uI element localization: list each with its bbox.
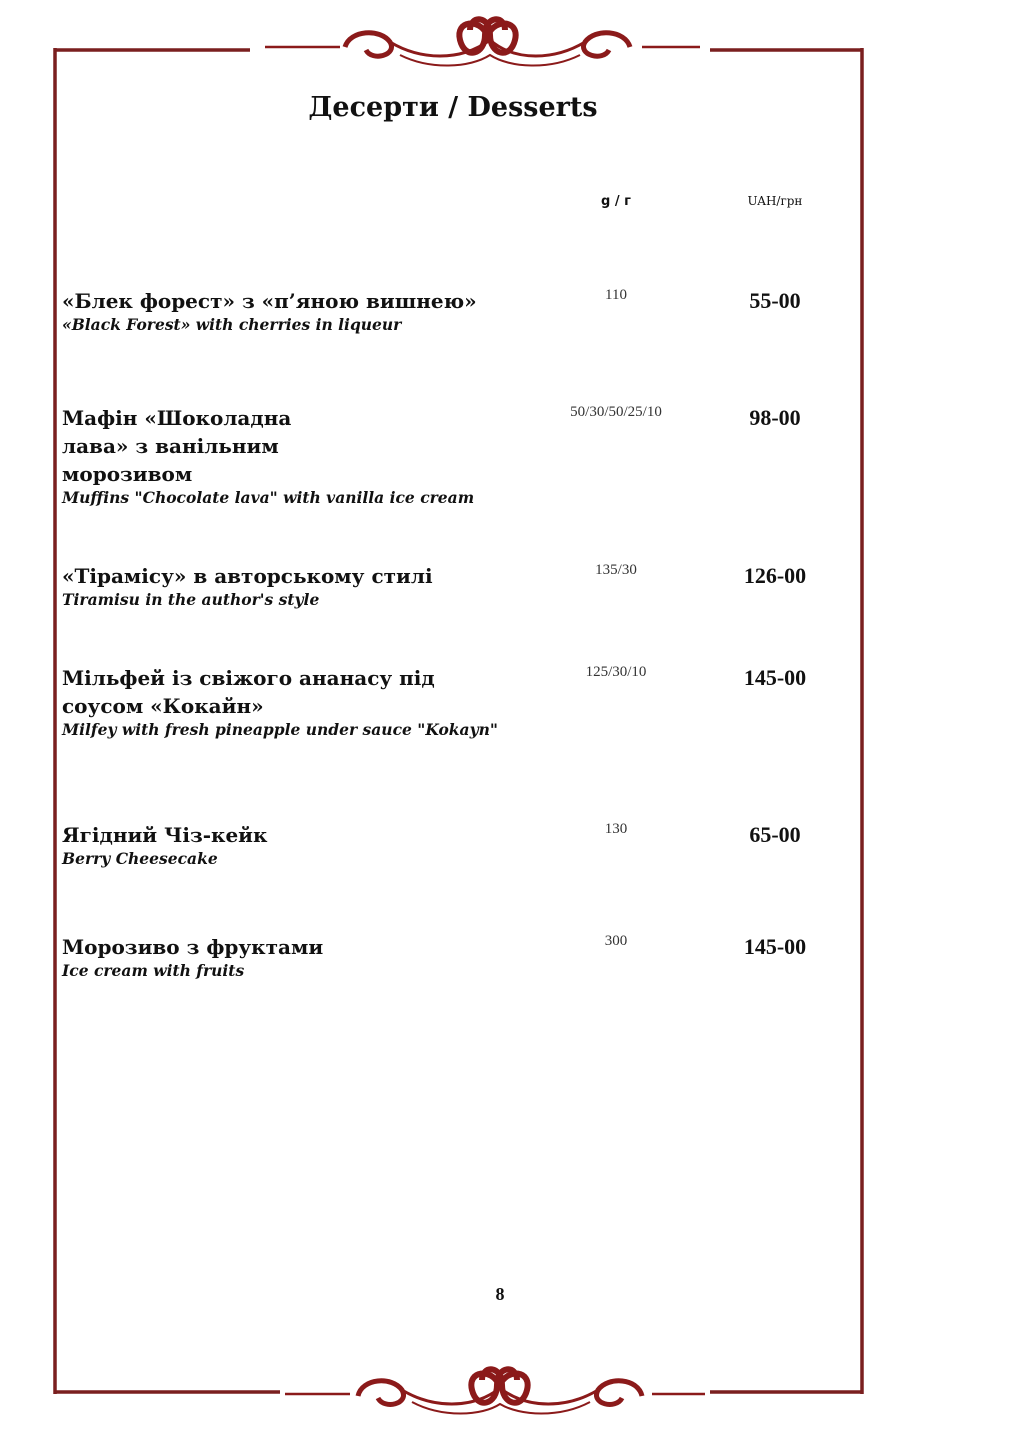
item-price: 98-00: [749, 405, 801, 430]
menu-item: [62, 287, 962, 335]
item-weight: 50/30/50/25/10: [570, 404, 662, 420]
item-description: Ice cream with fruits: [62, 961, 245, 980]
item-price: 65-00: [749, 822, 801, 847]
item-description: Muffins "Chocolate lava" with vanilla ice cream: [62, 488, 475, 507]
item-weight: 300: [604, 933, 628, 949]
item-name: «Тірамісу» в авторському стилі: [62, 564, 433, 588]
item-name: «Блек форест» з «п’яною вишнею»: [62, 289, 477, 313]
weight-column-header: g / г: [601, 194, 631, 209]
item-weight: 125/30/10: [585, 664, 647, 680]
item-name: Морозиво з фруктами: [62, 935, 324, 959]
menu-item: [62, 664, 962, 740]
item-price: 145-00: [743, 934, 807, 959]
item-description: Tiramisu in the author's style: [62, 590, 320, 609]
menu-item: [62, 562, 962, 610]
item-price: 126-00: [743, 563, 807, 588]
top-ornament: [265, 19, 700, 65]
item-weight: 110: [605, 287, 627, 303]
item-description: Berry Cheesecake: [62, 849, 218, 868]
item-price: 55-00: [749, 288, 801, 313]
menu-item: [62, 821, 962, 869]
page-title: Десерти / Desserts: [308, 92, 598, 123]
item-weight: 135/30: [595, 562, 637, 578]
price-column-header: UAH/грн: [747, 194, 803, 208]
item-description: Milfey with fresh pineapple under sauce "Kokayn": [62, 720, 498, 739]
item-price: 145-00: [743, 665, 807, 690]
item-description: «Black Forest» with cherries in liqueur: [62, 315, 402, 334]
item-name: Мафін «Шоколадна лава» з ванільним морозивом: [62, 406, 292, 486]
menu-item: [62, 404, 962, 508]
page-number: 8: [495, 1284, 505, 1304]
bottom-ornament: [285, 1369, 705, 1413]
menu-item: [62, 933, 962, 981]
item-name: Мільфей із свіжого ананасу під соусом «Кокайн»: [62, 666, 435, 718]
item-weight: 130: [604, 821, 628, 837]
item-name: Ягідний Чіз-кейк: [62, 823, 268, 847]
